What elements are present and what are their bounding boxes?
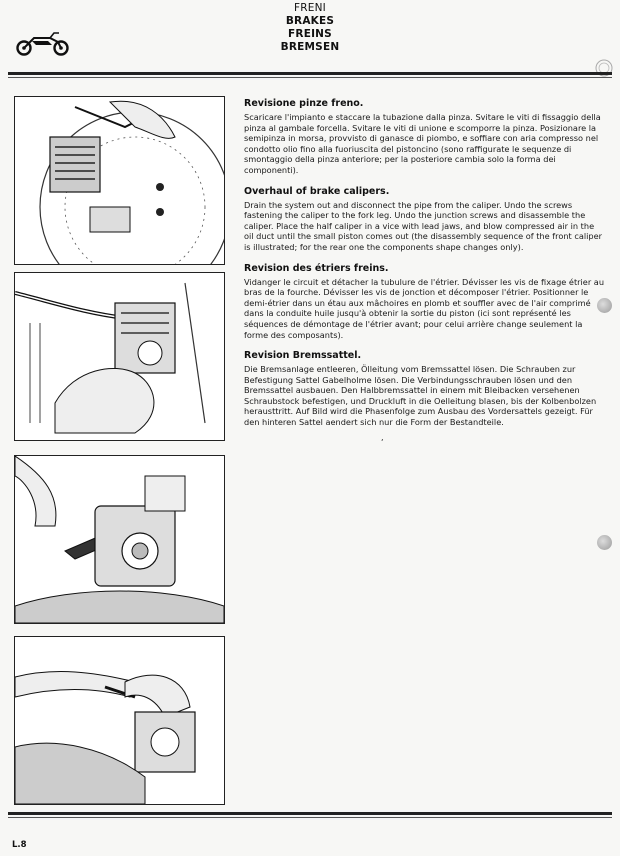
figure-air-blow-piston <box>14 636 225 805</box>
section-title-de: Revision Bremssattel. <box>244 350 362 362</box>
header-title-it: FRENI <box>294 2 326 14</box>
page-header <box>0 2 620 54</box>
section-body-fr: Vidanger le circuit et détacher la tubulure de l'étrier. Dévisser les vis de fixage étrier au bras de la fourche. Dévisser les vis de jonction et décomposer l'étrier. Positionner le demi-étrier dans un étau aux mâchoires en plomb et souffler avec de l'air comprimé dans la conduite huile jusqu'à obtenir la sortie du piston (ici sont représenté les séquences de démontage de l'étrier avant; pour celui arrière change seulement la forme des composants). <box>244 276 605 340</box>
header-title-de: BREMSEN <box>280 41 340 53</box>
section-title-en: Overhaul of brake calipers. <box>244 185 390 197</box>
figure-wrench-on-caliper <box>14 455 225 624</box>
footer-rule <box>8 812 612 815</box>
figure-pipe-disconnect <box>14 272 225 441</box>
motorcycle-icon <box>14 30 72 56</box>
header-rule-thin <box>8 77 612 78</box>
punch-hole <box>597 298 612 313</box>
section-title-it: Revisione pinze freno. <box>244 98 364 109</box>
section-title-fr: Revision des étriers freins. <box>244 262 389 274</box>
header-title-fr: FREINS <box>288 28 332 40</box>
text-column <box>244 98 604 438</box>
footer-rule-thin <box>8 817 612 818</box>
figure-caliper-removal <box>14 96 225 265</box>
page-number: L.8 <box>12 840 27 850</box>
section-body-en: Drain the system out and disconnect the pipe from the caliper. Undo the screws fastening the caliper to the fork leg. Undo the junction screws and disassemble the caliper. Place the half caliper in a vice with lead jaws, and blow compressed air in the oil duct until the small piston comes out (the disassembly sequence of the front caliper is illustrated; for the rear one the components shape changes only). <box>244 199 602 252</box>
header-title-en: BRAKES <box>285 15 335 27</box>
stray-mark: , <box>381 433 384 442</box>
section-body-it: Scaricare l'impianto e staccare la tubazione dalla pinza. Svitare le viti di fissaggio della pinza al gambale forcella. Svitare le viti di unione e scomporre la pinza. Posizionare la semipinza in morsa, provvisto di ganasce di piombo, e soffiare con aria compresso nel condotto olio fino alla fuoriuscita del pistoncino (sono raffigurate le sequenze di smontaggio della pinza anteriore; per la posteriore cambia solo la forma dei componenti). <box>244 112 601 175</box>
circular-stamp-icon <box>594 58 614 78</box>
section-body-de: Die Bremsanlage entleeren, Ölleitung vom Bremssattel lösen. Die Schrauben zur Befestigung Sattel Gabelholme lösen. Die Verbindungsschrauben lösen und den Bremssattel ausbauen. Den Halbbremssattel in einem mit Bleibacken versehenen Schraubstock befestigen, und Druckluft in die Oelleitung blasen, bis der Kolbenbolzen herausttritt. Auf Bild wird die Phasenfolge zum Ausbau des Vordersattels gezeigt. Für den hinteren Sattel aendert sich nur die Form der Bestandteile. <box>244 364 597 428</box>
punch-hole <box>597 535 612 550</box>
header-rule <box>8 72 612 75</box>
